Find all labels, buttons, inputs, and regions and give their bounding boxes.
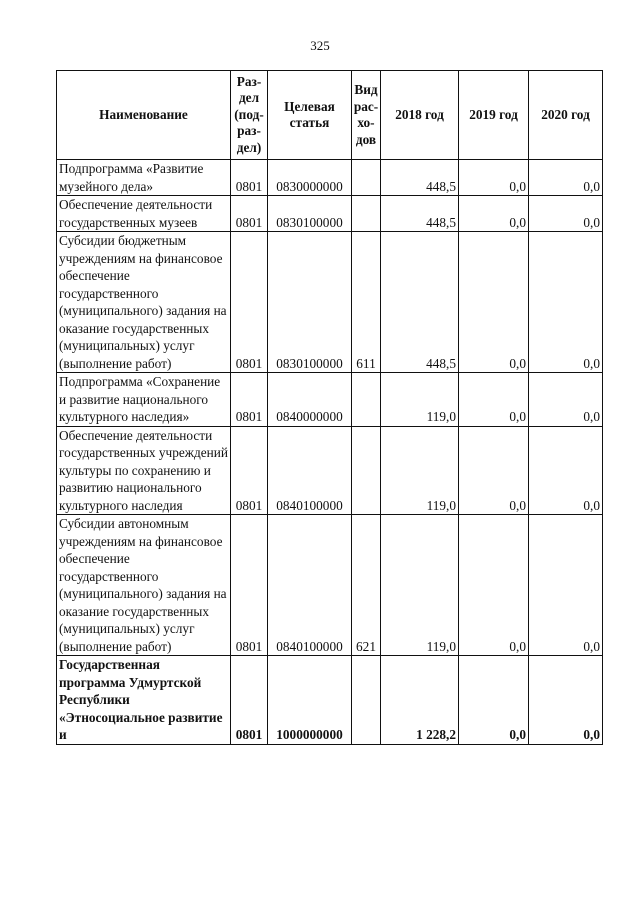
cell-section: 0801 [231, 160, 268, 196]
table-body [57, 160, 603, 745]
cell-2019: 0,0 [459, 515, 529, 656]
cell-type: 621 [352, 515, 381, 656]
cell-section: 0801 [231, 426, 268, 515]
cell-2019: 0,0 [459, 196, 529, 232]
cell-type [352, 373, 381, 427]
cell-type [352, 656, 381, 745]
cell-article: 0840000000 [268, 373, 352, 427]
cell-type: 611 [352, 232, 381, 373]
cell-2020: 0,0 [529, 656, 603, 745]
table-row [57, 232, 603, 373]
table-row [57, 373, 603, 427]
table-row [57, 196, 603, 232]
cell-2018: 448,5 [381, 232, 459, 373]
cell-2020: 0,0 [529, 515, 603, 656]
cell-2018: 448,5 [381, 196, 459, 232]
cell-type [352, 160, 381, 196]
table-row [57, 656, 603, 745]
cell-2019: 0,0 [459, 160, 529, 196]
cell-2019: 0,0 [459, 232, 529, 373]
cell-section: 0801 [231, 373, 268, 427]
cell-name: Государственная программа Удмуртской Республики «Этносоциальное развитие и [57, 656, 231, 745]
cell-2020: 0,0 [529, 160, 603, 196]
header-article: Целевая статья [268, 71, 352, 160]
cell-2018: 119,0 [381, 426, 459, 515]
cell-name: Подпрограмма «Развитие музейного дела» [57, 160, 231, 196]
cell-section: 0801 [231, 515, 268, 656]
cell-name: Субсидии бюджетным учреждениям на финансовое обеспечение государственного (муниципального) задания на оказание государственных (муниципальных) услуг (выполнение работ) [57, 232, 231, 373]
cell-section: 0801 [231, 232, 268, 373]
cell-article: 0830100000 [268, 196, 352, 232]
header-2019: 2019 год [459, 71, 529, 160]
table-header-row [57, 71, 603, 160]
cell-2020: 0,0 [529, 232, 603, 373]
cell-article: 0830100000 [268, 232, 352, 373]
cell-name: Обеспечение деятельности государственных учреждений культуры по сохранению и развитию национального культурного наследия [57, 426, 231, 515]
cell-name: Обеспечение деятельности государственных музеев [57, 196, 231, 232]
cell-2020: 0,0 [529, 426, 603, 515]
cell-article: 0830000000 [268, 160, 352, 196]
cell-2020: 0,0 [529, 196, 603, 232]
cell-2020: 0,0 [529, 373, 603, 427]
table-row [57, 160, 603, 196]
cell-article: 0840100000 [268, 426, 352, 515]
cell-type [352, 196, 381, 232]
cell-2019: 0,0 [459, 426, 529, 515]
cell-section: 0801 [231, 656, 268, 745]
cell-article: 0840100000 [268, 515, 352, 656]
cell-type [352, 426, 381, 515]
cell-2019: 0,0 [459, 373, 529, 427]
page-number: 325 [310, 38, 330, 53]
header-section: Раз-дел (под-раз-дел) [231, 71, 268, 160]
cell-name: Подпрограмма «Сохранение и развитие национального культурного наследия» [57, 373, 231, 427]
header-type: Вид рас-хо-дов [352, 71, 381, 160]
cell-name: Субсидии автономным учреждениям на финансовое обеспечение государственного (муниципального) задания на оказание государственных (муниципальных) услуг (выполнение работ) [57, 515, 231, 656]
cell-2018: 448,5 [381, 160, 459, 196]
header-2020: 2020 год [529, 71, 603, 160]
budget-table [56, 70, 603, 745]
table-row [57, 426, 603, 515]
cell-2019: 0,0 [459, 656, 529, 745]
cell-2018: 1 228,2 [381, 656, 459, 745]
cell-2018: 119,0 [381, 373, 459, 427]
table-row [57, 515, 603, 656]
header-2018: 2018 год [381, 71, 459, 160]
cell-section: 0801 [231, 196, 268, 232]
header-name: Наименование [57, 71, 231, 160]
cell-article: 1000000000 [268, 656, 352, 745]
cell-2018: 119,0 [381, 515, 459, 656]
